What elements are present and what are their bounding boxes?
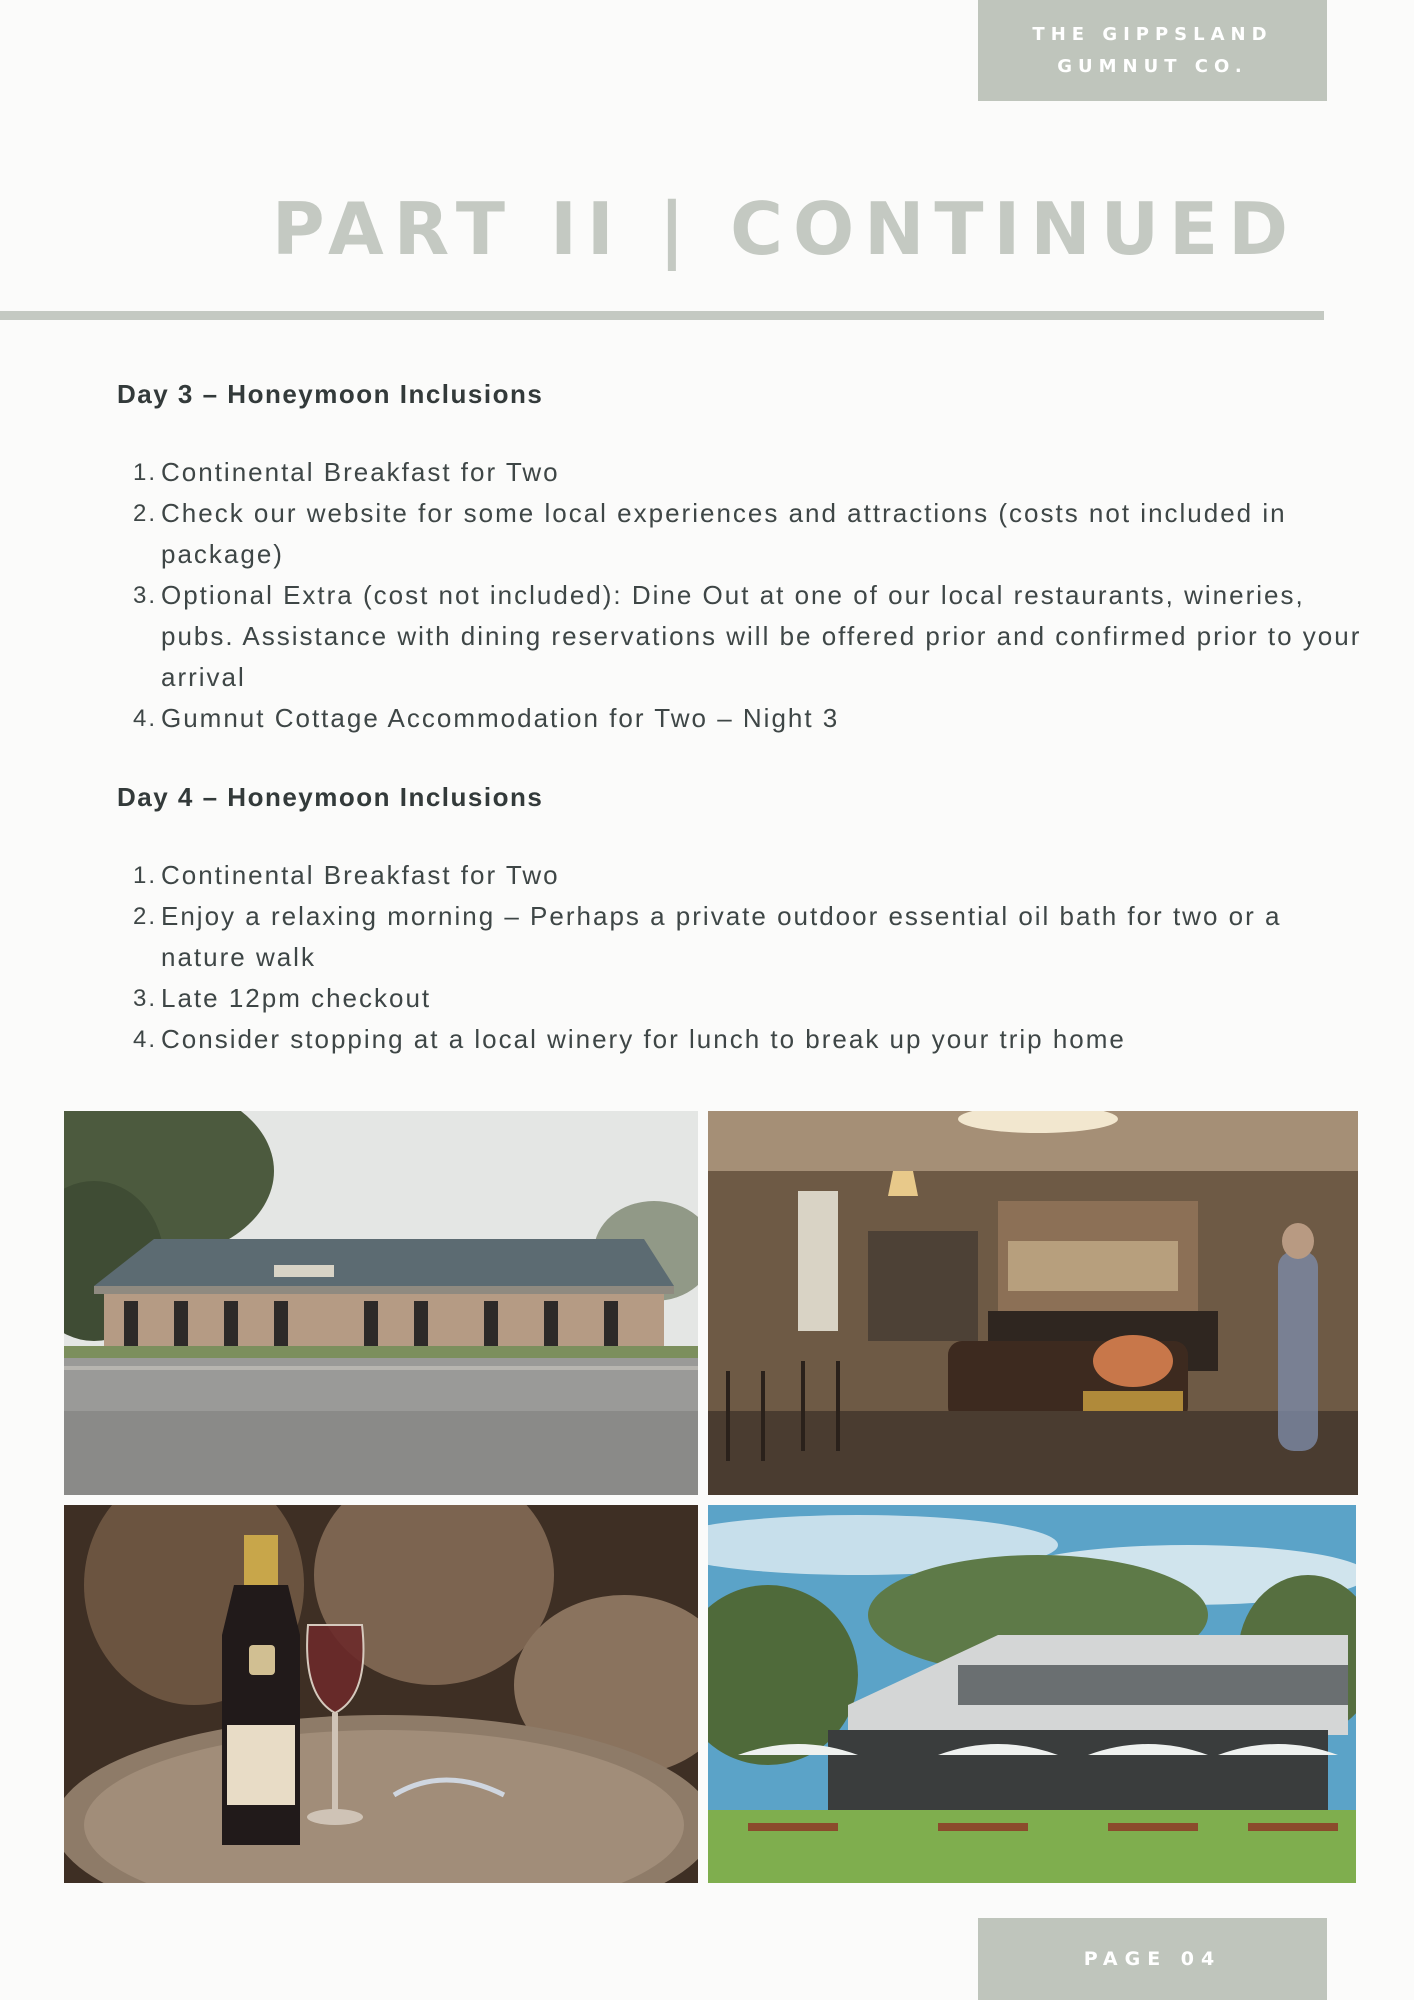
brand-line-2: GUMNUT CO. xyxy=(1057,55,1248,77)
day-4-list xyxy=(117,855,1367,1060)
day-3-list xyxy=(117,452,1367,739)
list-item xyxy=(117,698,1367,739)
list-text: Continental Breakfast for Two xyxy=(161,860,560,890)
list-text: Check our website for some local experiences and attractions (costs not included in package) xyxy=(161,498,1287,569)
page-number: PAGE 04 xyxy=(1083,1948,1222,1970)
day-3-heading: Day 3 – Honeymoon Inclusions xyxy=(117,379,544,409)
hotel-exterior-photo xyxy=(64,1111,698,1495)
list-number: 4. xyxy=(133,705,158,732)
wine-barrel-photo xyxy=(64,1505,698,1883)
brand-line-1: THE GIPPSLAND xyxy=(1032,23,1273,45)
winery-exterior-photo xyxy=(708,1505,1356,1883)
list-number: 1. xyxy=(133,862,158,889)
list-text: Enjoy a relaxing morning – Perhaps a private outdoor essential oil bath for two or a nature walk xyxy=(161,901,1282,972)
bar-interior-photo xyxy=(708,1111,1358,1495)
day-4-heading: Day 4 – Honeymoon Inclusions xyxy=(117,782,544,812)
page-title: PART II | CONTINUED xyxy=(271,187,1298,271)
list-text: Continental Breakfast for Two xyxy=(161,457,560,487)
list-item xyxy=(117,855,1367,896)
title-divider xyxy=(0,311,1324,320)
list-item xyxy=(117,896,1367,978)
list-item xyxy=(117,493,1367,575)
list-number: 2. xyxy=(133,903,158,930)
list-item xyxy=(117,978,1367,1019)
list-text: Late 12pm checkout xyxy=(161,983,432,1013)
brand-badge xyxy=(978,0,1327,101)
list-text: Gumnut Cottage Accommodation for Two – Night 3 xyxy=(161,703,840,733)
list-text: Consider stopping at a local winery for lunch to break up your trip home xyxy=(161,1024,1126,1054)
list-number: 2. xyxy=(133,500,158,527)
list-item xyxy=(117,575,1367,698)
page-number-badge xyxy=(978,1918,1327,2000)
list-item xyxy=(117,452,1367,493)
list-number: 1. xyxy=(133,459,158,486)
list-number: 3. xyxy=(133,582,158,609)
list-number: 3. xyxy=(133,985,158,1012)
list-item xyxy=(117,1019,1367,1060)
itinerary-content xyxy=(117,370,1367,1094)
list-text: Optional Extra (cost not included): Dine Out at one of our local restaurants, wineries, pubs. Assistance with dining reservations will be offered prior and confirmed prior to your arrival xyxy=(161,580,1362,692)
list-number: 4. xyxy=(133,1026,158,1053)
